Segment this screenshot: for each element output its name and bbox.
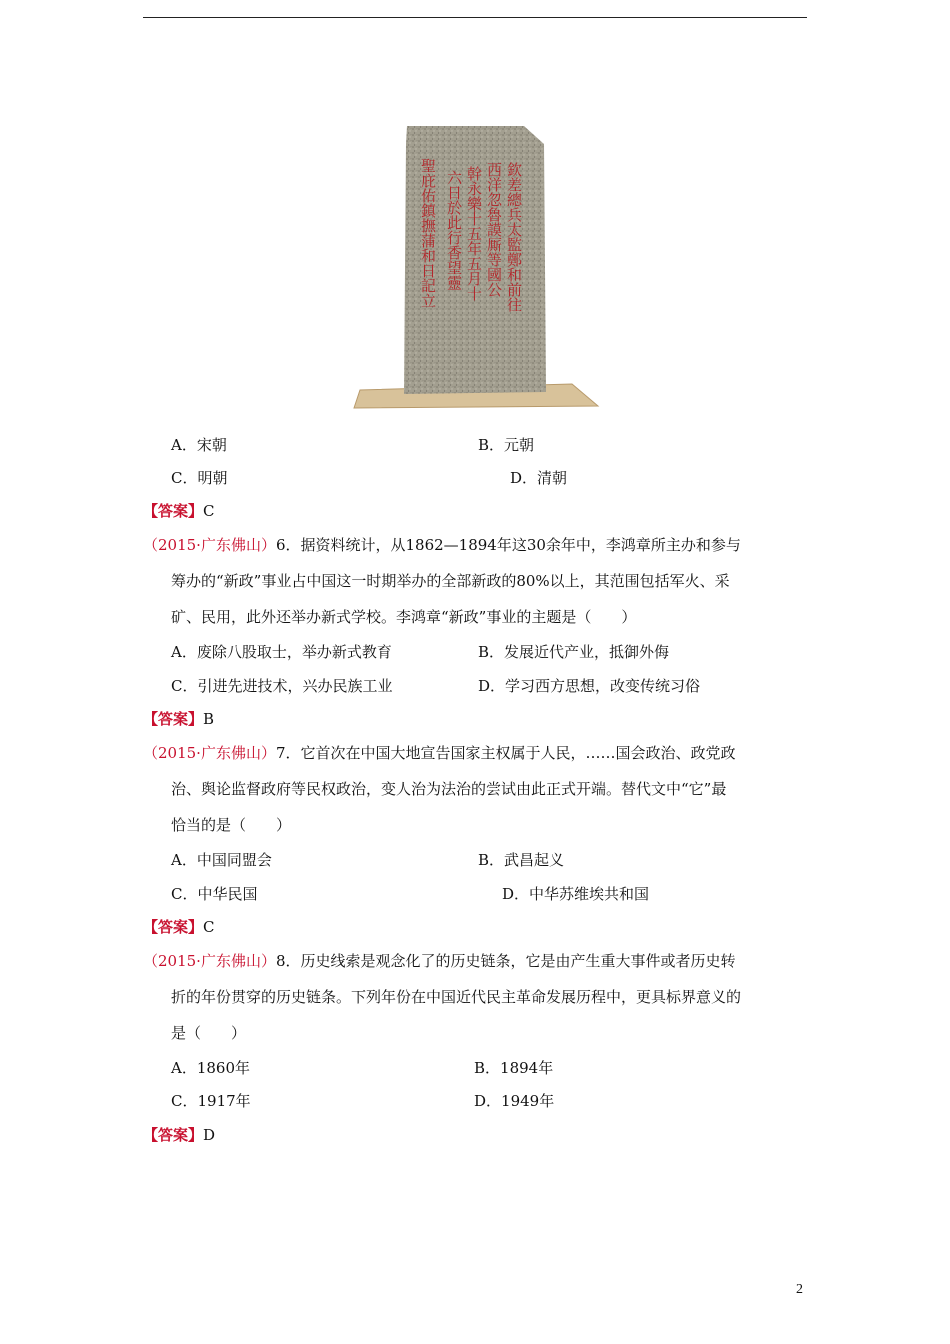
stele-image <box>352 122 600 410</box>
q6-option-a: A．废除八股取士，举办新式教育 <box>171 643 392 661</box>
q5-option-b: B．元朝 <box>478 436 535 454</box>
q6-line-2: 筹办的“新政”事业占中国这一时期举办的全部新政的80%以上，其范围包括军火、采 <box>171 572 730 590</box>
inscription-col-1: 欽差總兵太監鄭和前往 <box>505 162 523 312</box>
question-source: （2015·广东佛山） <box>143 744 276 762</box>
q5-option-d: D．清朝 <box>510 469 568 487</box>
q8-answer <box>143 1125 215 1145</box>
q7-option-b: B．武昌起义 <box>478 851 565 869</box>
inscription-col-4: 六日於此行香望靈 <box>445 170 463 290</box>
q6-line-1 <box>143 535 741 555</box>
q6-line-3: 矿、民用，此外还举办新式学校。李鸿章“新政”事业的主题是（ ） <box>171 608 637 626</box>
q8-option-d: D．1949年 <box>474 1092 555 1110</box>
header-rule <box>143 17 807 18</box>
inscription-col-5: 聖庇佑鎮撫蒲和日記立 <box>419 158 437 308</box>
q7-line-2: 治、舆论监督政府等民权政治，变人治为法治的尝试由此正式开端。替代文中“它”最 <box>171 780 727 798</box>
q7-option-d: D．中华苏维埃共和国 <box>502 885 650 903</box>
page-number: 2 <box>796 1282 803 1297</box>
q8-line-3: 是（ ） <box>171 1024 247 1042</box>
answer-value: C <box>203 918 215 936</box>
answer-label: 【答案】 <box>143 710 204 728</box>
q7-line-3: 恰当的是（ ） <box>171 816 292 834</box>
q8-option-c: C．1917年 <box>171 1092 251 1110</box>
question-source: （2015·广东佛山） <box>143 536 276 554</box>
q7-line-1 <box>143 743 736 763</box>
question-text: 7．它首次在中国大地宣告国家主权属于人民，……国会政治、政党政 <box>275 744 736 762</box>
q6-option-b: B．发展近代产业，抵御外侮 <box>478 643 670 661</box>
q5-option-a: A．宋朝 <box>171 436 227 454</box>
answer-label: 【答案】 <box>143 1126 204 1144</box>
q7-option-c: C．中华民国 <box>171 885 258 903</box>
answer-value: C <box>203 502 215 520</box>
question-source: （2015·广东佛山） <box>143 952 276 970</box>
q6-option-c: C．引进先进技术，兴办民族工业 <box>171 677 393 695</box>
question-text: 6．据资料统计，从1862—1894年这30余年中，李鸿章所主办和参与 <box>275 536 741 554</box>
q8-line-2: 折的年份贯穿的历史链条。下列年份在中国近代民主革命发展历程中，更具标界意义的 <box>171 988 742 1006</box>
answer-value: B <box>203 710 215 728</box>
question-text: 8．历史线索是观念化了的历史链条，它是由产生重大事件或者历史转 <box>275 952 736 970</box>
inscription-col-2: 西洋忽魯謨厮等國公 <box>485 162 503 297</box>
stele-inscription <box>419 158 523 312</box>
q8-option-a: A．1860年 <box>171 1059 251 1077</box>
q5-answer <box>143 501 215 521</box>
q5-option-c: C．明朝 <box>171 469 228 487</box>
q7-answer <box>143 917 215 937</box>
answer-label: 【答案】 <box>143 502 204 520</box>
q6-option-d: D．学习西方思想，改变传统习俗 <box>478 677 701 695</box>
answer-label: 【答案】 <box>143 918 204 936</box>
inscription-col-3: 幹永樂十五年五月十 <box>465 166 483 301</box>
q8-option-b: B．1894年 <box>474 1059 554 1077</box>
q7-option-a: A．中国同盟会 <box>171 851 272 869</box>
q6-answer <box>143 709 214 729</box>
q8-line-1 <box>143 951 736 971</box>
answer-value: D <box>203 1126 216 1144</box>
